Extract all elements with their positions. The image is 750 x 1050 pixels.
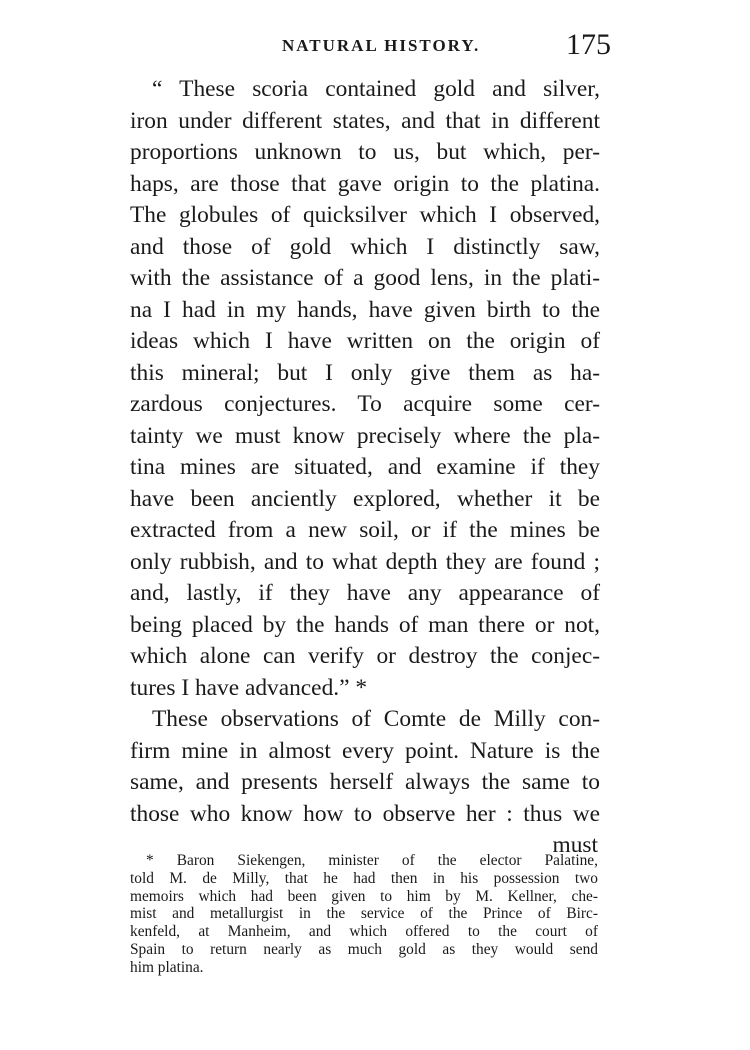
- text-line: same, and presents herself always the same to: [130, 769, 600, 795]
- footnote-line: Spain to return nearly as much gold as they would send: [130, 940, 598, 958]
- footnote-line: told M. de Milly, that he had then in his possession two: [130, 869, 598, 887]
- text-line: extracted from a new soil, or if the mines be: [130, 517, 600, 543]
- text-line: ideas which I have written on the origin of: [130, 328, 600, 354]
- text-line: na I had in my hands, have given birth to the: [130, 296, 600, 323]
- text-line: firm mine in almost every point. Nature is the: [130, 737, 600, 764]
- text-line: proportions unknown to us, but which, per-: [130, 139, 600, 165]
- text-line: this mineral; but I only give them as ha-: [130, 359, 600, 386]
- footnote-line: mist and metallurgist in the service of the Prince of Birc-: [130, 905, 598, 923]
- text-line: and those of gold which I distinctly saw,: [130, 233, 600, 260]
- text-line: zardous conjectures. To acquire some cer-: [130, 391, 600, 417]
- text-line: with the assistance of a good lens, in the plati-: [130, 265, 600, 291]
- page-number: 175: [566, 28, 611, 61]
- text-line: These observations of Comte de Milly con-: [152, 706, 600, 732]
- text-line: tures I have advanced.” *: [130, 674, 368, 701]
- footnote-block: [130, 852, 598, 977]
- text-line: “ These scoria contained gold and silver,: [152, 76, 600, 102]
- catchword: must: [552, 832, 598, 858]
- text-line: tainty we must know precisely where the pla-: [130, 422, 600, 449]
- footnote-line: him platina.: [130, 958, 204, 976]
- footnote-line: kenfeld, at Manheim, and which offered to the court of: [130, 923, 598, 941]
- text-line: have been anciently explored, whether it be: [130, 485, 600, 512]
- text-line: being placed by the hands of man there or not,: [130, 611, 600, 638]
- footnote-line: memoirs which had been given to him by M. Kellner, che-: [130, 887, 598, 905]
- footnote-line: * Baron Siekengen, minister of the elector Palatine,: [146, 852, 598, 869]
- running-head-title: NATURAL HISTORY.: [282, 36, 481, 55]
- main-text-block: [130, 74, 600, 862]
- text-line: only rubbish, and to what depth they are found ;: [130, 548, 600, 575]
- text-line: which alone can verify or destroy the conjec-: [130, 643, 600, 669]
- text-line: haps, are those that gave origin to the platina.: [130, 170, 600, 197]
- text-line: The globules of quicksilver which I observed,: [130, 202, 600, 228]
- text-line: those who know how to observe her : thus we: [130, 800, 600, 827]
- text-line: iron under different states, and that in different: [130, 107, 600, 134]
- text-line: tina mines are situated, and examine if they: [130, 454, 600, 480]
- text-line: and, lastly, if they have any appearance of: [130, 580, 600, 606]
